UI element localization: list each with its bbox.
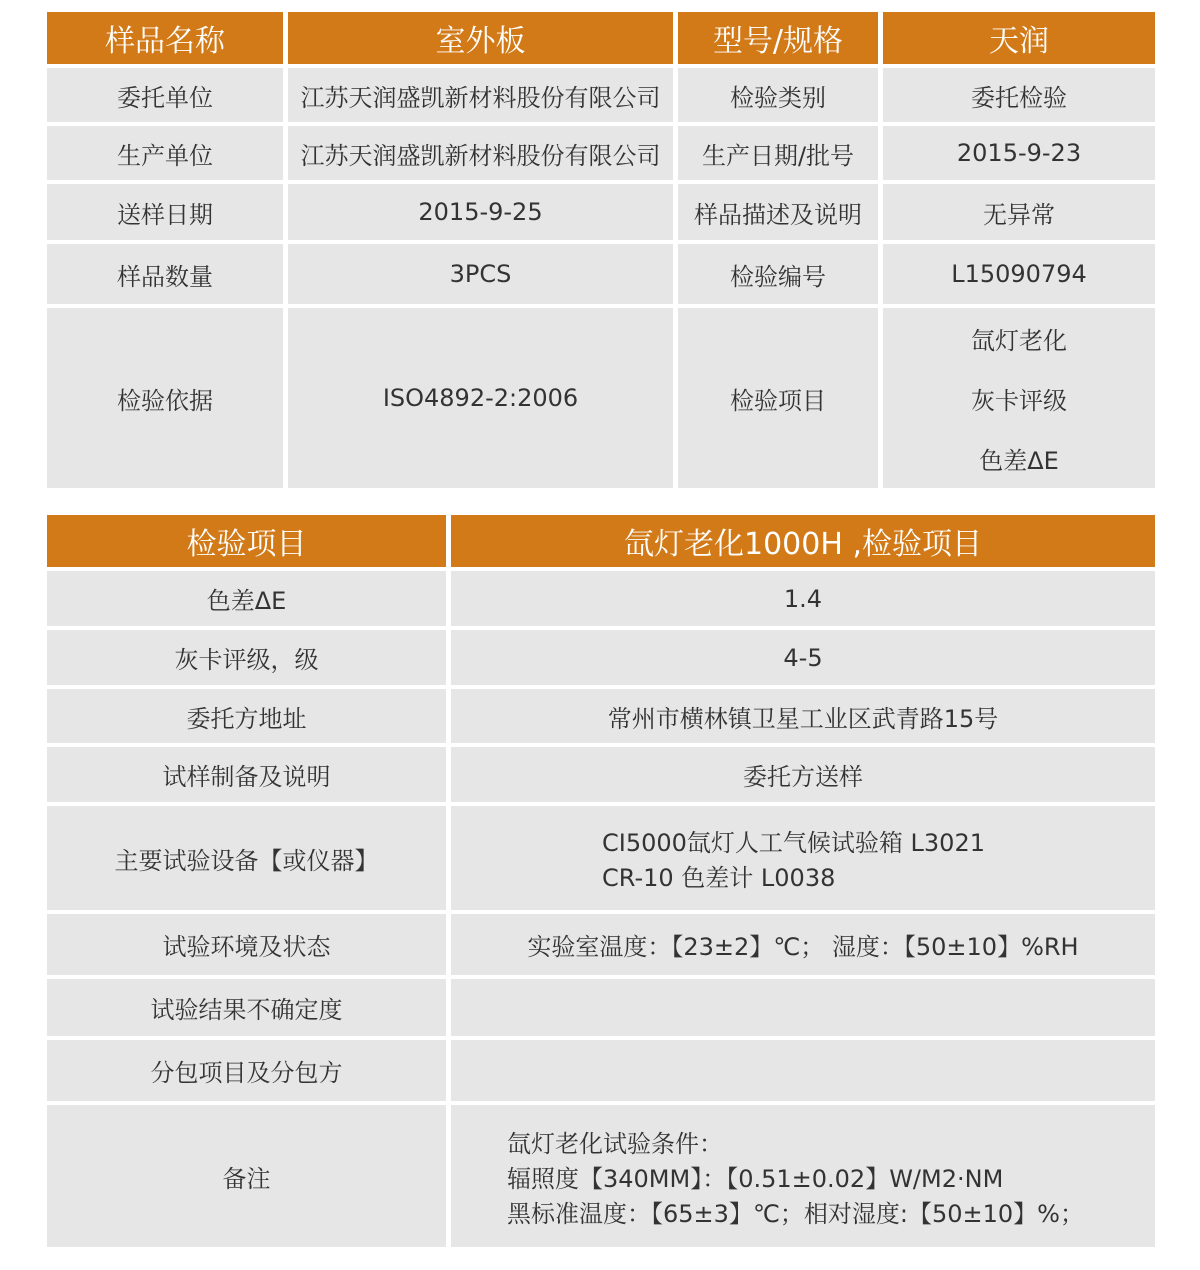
row-label: 样品描述及说明 bbox=[678, 184, 878, 240]
row-value: 无异常 bbox=[883, 184, 1155, 240]
table-row bbox=[47, 571, 1155, 626]
row-label: 检验编号 bbox=[678, 244, 878, 304]
row-value: 1.4 bbox=[451, 571, 1155, 626]
row-label: 色差ΔE bbox=[47, 571, 446, 626]
row-value: ISO4892-2:2006 bbox=[288, 308, 673, 488]
table-row bbox=[47, 979, 1155, 1036]
row-value bbox=[451, 1105, 1155, 1247]
remark-line: 黑标准温度：【65±3】℃；相对湿度:【50±10】%； bbox=[507, 1199, 1084, 1228]
remark-line: 辐照度【340MM】：【0.51±0.02】W/M2·NM bbox=[507, 1164, 1004, 1193]
table-row bbox=[47, 689, 1155, 743]
list-item: 氙灯老化 bbox=[971, 326, 1067, 355]
row-label: 检验依据 bbox=[47, 308, 283, 488]
header-cell: 天润 bbox=[883, 12, 1155, 64]
table-row bbox=[47, 68, 1155, 122]
table-row bbox=[47, 806, 1155, 910]
row-label: 试样制备及说明 bbox=[47, 747, 446, 802]
header-cell: 型号/规格 bbox=[678, 12, 878, 64]
row-value: 实验室温度：【23±2】℃； 湿度：【50±10】%RH bbox=[451, 914, 1155, 975]
row-value: 江苏天润盛凯新材料股份有限公司 bbox=[288, 68, 673, 122]
row-value bbox=[451, 806, 1155, 910]
row-label: 主要试验设备【或仪器】 bbox=[47, 806, 446, 910]
row-value: 3PCS bbox=[288, 244, 673, 304]
row-value: L15090794 bbox=[883, 244, 1155, 304]
row-label: 备注 bbox=[47, 1105, 446, 1247]
table-row bbox=[47, 1105, 1155, 1247]
table-row bbox=[47, 184, 1155, 240]
table-row bbox=[47, 308, 1155, 488]
header-cell: 检验项目 bbox=[47, 515, 446, 567]
table-row bbox=[47, 244, 1155, 304]
row-value: 江苏天润盛凯新材料股份有限公司 bbox=[288, 126, 673, 180]
row-value: 委托方送样 bbox=[451, 747, 1155, 802]
header-cell: 样品名称 bbox=[47, 12, 283, 64]
remark-line: 氙灯老化试验条件： bbox=[507, 1129, 723, 1158]
sample-info-table bbox=[47, 12, 1155, 492]
test-items-list bbox=[883, 308, 1155, 488]
list-item: 色差ΔE bbox=[979, 446, 1059, 475]
row-value: 4-5 bbox=[451, 630, 1155, 685]
row-label: 委托方地址 bbox=[47, 689, 446, 743]
equipment-line: CI5000氙灯人工气候试验箱 L3021 bbox=[602, 829, 985, 857]
row-label: 分包项目及分包方 bbox=[47, 1040, 446, 1101]
test-results-header-row bbox=[47, 515, 1155, 567]
row-value: 2015-9-25 bbox=[288, 184, 673, 240]
row-value: 常州市横林镇卫星工业区武青路15号 bbox=[451, 689, 1155, 743]
row-value bbox=[451, 979, 1155, 1036]
table-row bbox=[47, 126, 1155, 180]
row-value: 2015-9-23 bbox=[883, 126, 1155, 180]
table-row bbox=[47, 1040, 1155, 1101]
row-label: 生产单位 bbox=[47, 126, 283, 180]
row-label: 检验类别 bbox=[678, 68, 878, 122]
header-cell: 室外板 bbox=[288, 12, 673, 64]
row-label: 生产日期/批号 bbox=[678, 126, 878, 180]
row-label: 试验结果不确定度 bbox=[47, 979, 446, 1036]
equipment-line: CR-10 色差计 L0038 bbox=[602, 864, 836, 892]
test-results-table bbox=[47, 515, 1155, 1251]
row-label: 检验项目 bbox=[678, 308, 878, 488]
row-label: 送样日期 bbox=[47, 184, 283, 240]
table-row bbox=[47, 914, 1155, 975]
row-value bbox=[451, 1040, 1155, 1101]
row-label: 委托单位 bbox=[47, 68, 283, 122]
row-label: 样品数量 bbox=[47, 244, 283, 304]
row-label: 灰卡评级，级 bbox=[47, 630, 446, 685]
header-cell: 氙灯老化1000H ,检验项目 bbox=[451, 515, 1155, 567]
row-value: 委托检验 bbox=[883, 68, 1155, 122]
sample-info-header-row bbox=[47, 12, 1155, 64]
table-row bbox=[47, 747, 1155, 802]
list-item: 灰卡评级 bbox=[971, 386, 1067, 415]
row-label: 试验环境及状态 bbox=[47, 914, 446, 975]
table-row bbox=[47, 630, 1155, 685]
